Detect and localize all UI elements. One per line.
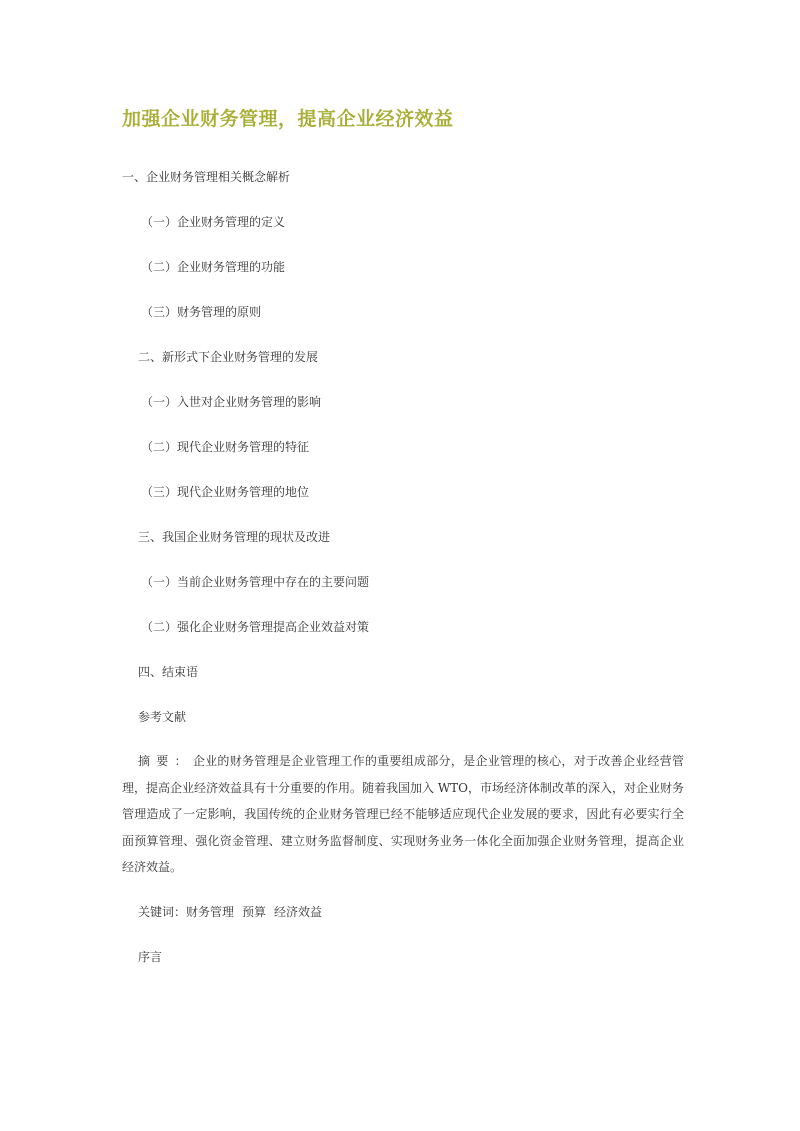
toc-item-section-2: 二、新形式下企业财务管理的发展 xyxy=(138,350,319,364)
abstract-paragraph xyxy=(122,748,684,881)
toc-item-1-1: （一）企业财务管理的定义 xyxy=(141,215,286,229)
toc-item-section-4: 四、结束语 xyxy=(138,665,199,679)
toc-item-1-3: （三）财务管理的原则 xyxy=(141,305,262,319)
toc-item-2-2: （二）现代企业财务管理的特征 xyxy=(141,440,310,454)
toc-item-3-2: （二）强化企业财务管理提高企业效益对策 xyxy=(141,620,370,634)
toc-item-section-3: 三、我国企业财务管理的现状及改进 xyxy=(138,530,331,544)
toc-item-1-2: （二）企业财务管理的功能 xyxy=(141,260,286,274)
toc-item-2-3: （三）现代企业财务管理的地位 xyxy=(141,485,310,499)
keywords-line xyxy=(138,905,322,919)
keyword-item: 经济效益 xyxy=(274,905,323,919)
keywords-label: 关键词： xyxy=(138,905,187,919)
keyword-item: 财务管理 xyxy=(186,905,235,919)
preface-heading: 序言 xyxy=(138,950,163,964)
toc-item-3-1: （一）当前企业财务管理中存在的主要问题 xyxy=(141,575,370,589)
document-title: 加强企业财务管理，提高企业经济效益 xyxy=(122,108,454,130)
keyword-item: 预算 xyxy=(242,905,267,919)
toc-item-2-1: （一）入世对企业财务管理的影响 xyxy=(141,395,322,409)
toc-item-references: 参考文献 xyxy=(138,710,187,724)
abstract-label: 摘要： xyxy=(138,754,193,768)
abstract-text: 企业的财务管理是企业管理工作的重要组成部分，是企业管理的核心，对于改善企业经营管理，提高企业经济效益具有十分重要的作用。随着我国加入 WTO，市场经济体制改革的深入，对企业财务管理造成了一定影响，我国传统的企业财务管理已经不能够适应现代企业发展的要求，因此有必要实行全面预算管理、强化资金管理、建立财务监督制度、实现财务业务一体化全面加强企业财务管理，提高企业经济效益。 xyxy=(122,754,684,874)
toc-item-section-1: 一、企业财务管理相关概念解析 xyxy=(122,170,291,184)
